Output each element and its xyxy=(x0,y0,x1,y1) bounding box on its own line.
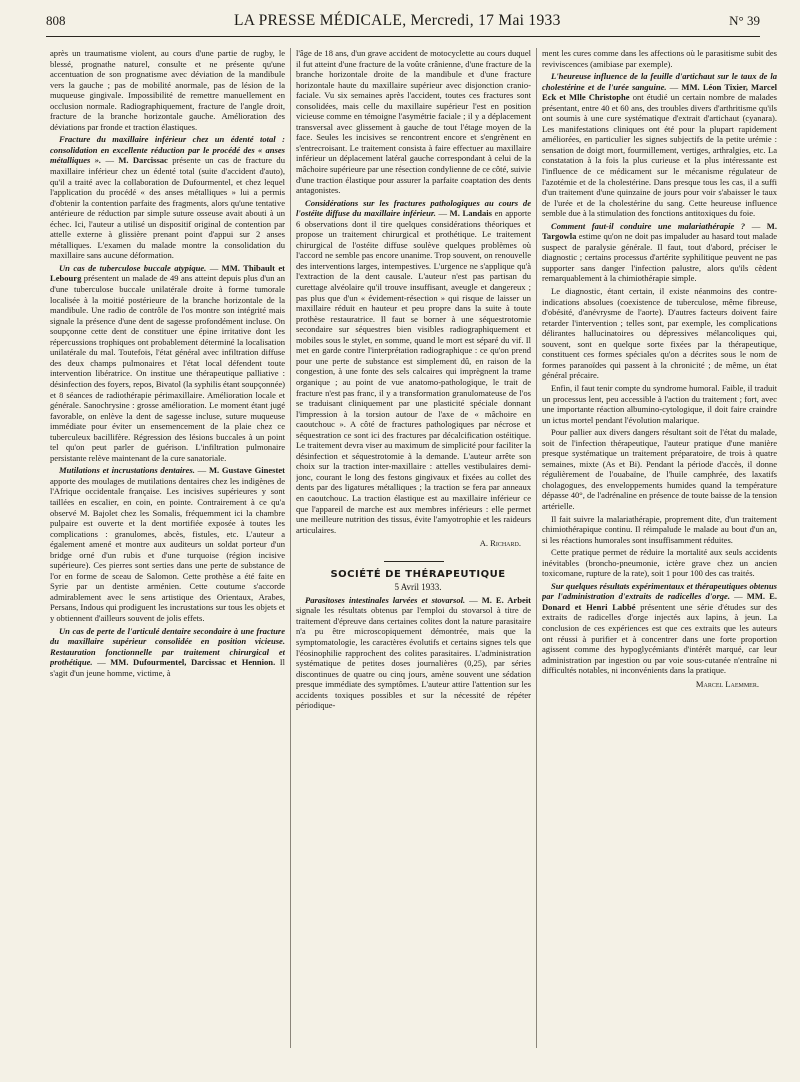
article-title: Considérations sur les fractures pathologiques au cours de l'ostéite diffuse du maxillaire inférieur. xyxy=(296,197,531,219)
article-articule: Un cas de perte de l'articulé dentaire secondaire à une fracture du maxillaire supérieur consolidée en position vicieuse. Restauration fonctionnelle par traitement chirurgical et prothétique. — MM. Dufourmentel, Darcissac et Hennion. Il s'agit d'un jeune homme, victime, à xyxy=(50,625,285,678)
article-tuberculose: Un cas de tuberculose buccale atypique. — MM. Thibault et Lebourg présentent un malade de 49 ans atteint depuis plus d'un an d'une tuberculose buccale unilatérale droite à forme tumorale localisée à la moitié postérieure de la branche horizontale de la mandibule. Une radio de contrôle de l'os montre son intégrité mais signale la présence d'une dent de sagesse profondément incluse. On soupçonne cette dent de constituer une épine irritative dont les répercussions trophiques ont probablement déterminé la localisation unilatérale du mal. Toutefois, l'état général avec infiltration diffuse des deux champs pulmonaires et l'état local défendent toute intervention libératrice. On institue une thérapeutique palliative : désinfection des foyers, repos, Bivatol (la syphilis étant soupçonnée) et 8 séances de radiothérapie périmaxillaire. Amélioration locale et générale. Sanochrysine : grosse amélioration. Le moment étant jugé favorable, on enlève la dent de sagesse incluse, suture muqueuse immédiate pour éviter un ensemencement de la plaie chez ce tuberculeux bacillifère. Régression des lésions buccales à un point tel qu'on peut parler de guérison. L'infiltration pulmonaire persistante relève maintenant de la cure sanatoriale. xyxy=(50,262,285,463)
section-divider xyxy=(384,561,444,562)
article-author: M. Landais xyxy=(449,208,492,219)
article-author: M. Darcissac xyxy=(118,155,168,166)
article-title: Un cas de perte de l'articulé dentaire secondaire à une fracture du maxillaire supérieur consolidée en position vicieuse. Restauration fonctionnelle par traitement chirurgical et prothétique. xyxy=(50,625,285,668)
article-author: MM. Léon Tixier, Marcel Eck et Mlle Christophe xyxy=(542,81,777,103)
article-body: présente un cas de fracture du maxillaire inférieur chez un édenté total (suite d'accident d'auto), qu'il a traité avec la collaboration de Dufourmentel, et chez lequel l'application du procédé « des anses métalliques » lui a permis d'obtenir la contention parfaite des fragments, alors qu'une tentative antérieure de réduction par simple suture osseuse avait abouti à un échec. Ici, l'auteur a utilisé un dispositif original de contention par attelle externe à glissière prenant point d'appui sur 2 anses métalliques. L'examen du malade montre la consolidation du maxillaire sans aucune déformation. xyxy=(50,155,285,261)
article-author: MM. Dufourmentel, Darcissac et Hennion. xyxy=(110,657,276,668)
paragraph: Cette pratique permet de réduire la mortalité aux seuls accidents inévitables (broncho-pneumonie, ictère grave chez un ancien toxicomane, rupture de la rate), soit 1 pour 100 des cas traités. xyxy=(542,547,777,579)
masthead xyxy=(46,12,760,34)
article-title: Un cas de tuberculose buccale atypique. xyxy=(59,262,207,273)
article-author: MM. E. Donard et Henri Labbé xyxy=(542,591,777,612)
article-body: apporte des moulages de mutilations dentaires chez les indigènes de l'Afrique occidentale française. Les incisives supérieures y sont taillées en escalier, en coin, en pointe. Contrairement à ce qu'a observé M. Bajolet chez les Somalis, fréquemment ici la chambre pulpaire est ouverte et la dent mortifiée exposée à toutes les complications : granulomes, abcès, fistules, etc. L'auteur a également amené et montre aux auditeurs un soldat porteur d'un bridge orné d'un rubis et d'une turquoise (région incisive supérieure). Ces pierres sont serties dans une perte de substance de l'or en forme de sceau de Salomon. Cette prothèse a été faite en Syrie par un dentiste arménien. Cette coutume s'accorde admirablement avec le sens artistique des Orientaux, Arabes, Persans, Indous qui prodiguent les incrustations sur tous les objets et y obtiennent d'ailleurs souvent de jolis effets. xyxy=(50,475,285,623)
article-author: M. Gustave Ginestet xyxy=(208,465,285,476)
session-date: 5 Avril 1933. xyxy=(394,582,442,593)
article-mutilations: Mutilations et incrustations dentaires. — M. Gustave Ginestet apporte des moulages de mutilations dentaires chez les indigènes de l'Afrique occidentale française. Les incisives supérieures y sont taillées en escalier, en coin, en pointe. Contrairement à ce qu'a observé M. Bajolet chez les Somalis, fréquemment ici la chambre pulpaire est ouverte et la dent mortifiée exposée à toutes les complications : granulomes, abcès, fistules, etc. L'auteur a également amené et montre aux auditeurs un soldat porteur d'un bridge orné d'un rubis et d'une turquoise (région incisive supérieure). Ces pierres sont serties dans une perte de substance de l'or en forme de sceau de Salomon. Cette prothèse a été faite en Syrie par un dentiste arménien. Cette coutume s'accorde admirablement avec le sens artistique des Orientaux, Arabes, Persans, Indous qui prodiguent les incrustations sur tous les objets et y obtiennent d'ailleurs souvent de jolis effets. xyxy=(50,465,285,623)
paragraph: ment les cures comme dans les affections où le parasitisme subit des reviviscences (amibiase par exemple). xyxy=(542,48,777,69)
journal-title: LA PRESSE MÉDICALE, Mercredi, 17 Mai 1933 xyxy=(234,12,561,29)
paragraph: l'âge de 18 ans, d'un grave accident de motocyclette au cours duquel il fut atteint d'une fracture de la voûte crânienne, d'une fracture de la branche horizontale droite de la mandibule et d'une fracture horizontale haute du maxillaire supérieur avec disjonction cranio-faciale. Vu six semaines après l'accident, toutes ces fractures sont consolidées, mais celle du maxillaire supérieur l'est en position vicieuse comme en témoigne l'asymétrie faciale ; il y a déplacement transversal avec glissement à gauche de tout l'étage moyen de la face. Seules les incisives se rencontrent encore et s'engrènent en s'entrecroisant. Le traitement consista à faire effectuer au maxillaire inférieur un déplacement latéral gauche correspondant à celui de la mâchoire supérieure par une résection condylienne de ce côté, suivie d'une traction élastique pour assurer la parfaite coaptation des dents antagonistes. xyxy=(296,48,531,196)
article-author: M. E. Arbeit xyxy=(481,594,531,605)
article-body: ont étudié un certain nombre de malades présentant, entre 40 et 60 ans, des troubles divers d'arthritisme qu'ils ont soumis à une cure systématique d'extrait d'artichaut (cyanara). Les manifestations cliniques ont été pour la plupart rapidement améliorées, en particulier les signes subjectifs de la petite urémie : sensation de doigt mort, fourmillement, vertiges, arthralgies, etc. La constatation à la fois la plus curieuse et la plus intéressante est l'influence de ce médicament sur le mécanisme régulateur de l'azotémie et de la cholestérine. Dans presque tous les cas, il a suffi d'un traitement d'une quinzaine de jours pour voir s'abaisser le taux de l'urée et de la cholestérine du sang. Cette heureuse influence semble due à la stimulation des fonctions antitoxiques du foie. xyxy=(542,92,777,219)
issue-number: N° 39 xyxy=(729,13,760,28)
article-title: Comment faut-il conduire une malariathérapie ? xyxy=(551,220,746,231)
article-body: estime qu'on ne doit pas impaluder au hasard tout malade suspect de paralysie générale. Il faut, tout d'abord, préciser le diagnostic ; certains processus d'artérite syphilitique peuvent ne pas supporter sans danger l'infection palustre, alors qu'ils cèdent remarquablement à la chimiothérapie simple. xyxy=(542,231,777,284)
article-author: M. Targowla xyxy=(542,220,777,242)
article-title: L'heureuse influence de la feuille d'artichaut sur le taux de la cholestérine et de l'urée sanguine. xyxy=(542,71,777,92)
signature: A. Richard. xyxy=(479,538,521,549)
article-title: Fracture du maxillaire inférieur chez un édenté total : consolidation en excellente réduction par le procédé des « anses métalliques ». xyxy=(50,134,285,166)
article-body: signale les résultats obtenus par l'emploi du stovarsol à titre de traitement d'épreuve dans certaines colites dont la nature parasitaire n'a pu être microscopiquement démontrée, mais que la symptomatologie, les caractères évolutifs et certains signes tels que l'éosinophilie rapprochent des colites parasitaires. L'administration systématique de petites doses journalières (0,25), par séries discontinues de quatre ou cinq jours, amène souvent une sédation presque immédiate des symptômes. L'auteur attire l'attention sur les accidents toxiques possibles et sur la nécessité de répéter périodique- xyxy=(296,605,531,711)
article-body: Il s'agit d'un jeune homme, victime, à xyxy=(50,657,285,678)
article-fracture-edente: Fracture du maxillaire inférieur chez un édenté total : consolidation en excellente réduction par le procédé des « anses métalliques ». — M. Darcissac présente un cas de fracture du maxillaire inférieur chez un édenté total (suite d'accident d'auto), qu'il a traité avec la collaboration de Dufourmentel, et chez lequel l'application du procédé « des anses métalliques » lui a permis d'obtenir la contention parfaite des fragments, alors qu'une tentative antérieure de réduction par simple suture osseuse avait abouti à un échec. Ici, l'auteur a utilisé un dispositif original de contention par attelle externe à glissière prenant point d'appui sur 2 anses métalliques. L'examen du malade montre la consolidation du maxillaire sans aucune déformation. xyxy=(50,134,285,261)
column-separator xyxy=(290,48,291,1048)
article-body: présentent un malade de 49 ans atteint depuis plus d'un an d'une tuberculose buccale unilatérale droite à forme tumorale localisée à la moitié postérieure de la branche horizontale de la mandibule. Une radio de contrôle de l'os montre son intégrité mais signale la présence d'une dent de sagesse profondément incluse. On soupçonne cette dent de constituer une épine irritative dont les répercussions trophiques ont probablement déterminé la localisation unilatérale du mal. Toutefois, l'état général avec infiltration diffuse des deux champs pulmonaires et l'état local défendent toute intervention libératrice. On institue une thérapeutique palliative : désinfection des foyers, repos, Bivatol (la syphilis étant soupçonnée) et 8 séances de radiothérapie périmaxillaire. Amélioration locale et générale. Sanochrysine : grosse amélioration. Le moment étant jugé favorable, on enlève la dent de sagesse incluse, suture muqueuse immédiate pour éviter un ensemencement de la plaie chez ce tuberculeux bacillifère. Régression des lésions buccales à un point tel qu'on peut parler de guérison. L'infiltration pulmonaire persistante relève maintenant de la cure sanatoriale. xyxy=(50,273,285,463)
article-title: Mutilations et incrustations dentaires. xyxy=(59,465,195,476)
society-heading: SOCIÉTÉ DE THÉRAPEUTIQUE xyxy=(330,568,506,580)
article-parasitoses: Parasitoses intestinales larvées et stovarsol. — M. E. Arbeit signale les résultats obtenus par l'emploi du stovarsol à titre de traitement d'épreuve dans certaines colites dont la nature parasitaire n'a pu être microscopiquement démontrée, mais que la symptomatologie, les caractères évolutifs et certains signes tels que l'éosinophilie rapprochent des colites parasitaires. L'administration systématique de petites doses journalières (0,25), par séries discontinues de quatre ou cinq jours, amène souvent une sédation presque immédiate des symptômes. L'auteur attire l'attention sur les accidents toxiques possibles et sur la nécessité de répéter périodique- xyxy=(296,594,531,711)
article-body: présentent une série d'études sur des extraits de radicelles d'orge injectés aux lapins, à jeun. La conclusion de ces expériences est que ces extraits que les auteurs ont réussi à purifier et à concentrer dans une forte proportion agissent comme des hypoglycémiants d'intérêt marqué, car leur administration par ingestion ou par voie sous-cutanée n'entraîne ni difficultés notables, ni inconvénients dans la pratique. xyxy=(542,601,777,676)
article-body: en apporte 6 observations dont il tire quelques considérations théoriques et propose un traitement chirurgical et prothétique. Le traitement chirurgical de l'ostéite diffuse soulève quelques problèmes où l'accord ne semble pas encore unanime. Trop souvent, on renouvelle des interventions larges, intempestives. L'urgence ne s'applique qu'à l'extraction de la dent causale. L'auteur n'est pas partisan du curettage alvéolaire qu'il trouve insuffisant, aveugle et dangereux ; pas plus que d'un « évidement-résection » qui risque de laisser un maxillaire réduit en hauteur et peu propre dans la suite à toute prothèse restauratrice. Il faut se borner à une séquestrotomie secondaire sur séquestres bien visibles radiographiquement et mobiles sous le stylet, en somme, quand le mort est séparé du vif. Il met en garde contre l'interprétation radiographique : ce qu'on prend pour une perte de substance est simplement dû, en raison de la congestion, à une fonte des sels calcaires qui imprègnent la trame organique ; au point de vue anatomo-pathologique, le trait de fracture n'est pas franc, il y a transformation granulomateuse de l'os se traduisant cliniquement par une plasticité spéciale donnant l'impression à la torsion autour de l'axe de « mâchoire en caoutchouc ». A côté de fractures pathologiques par nécrose et séquestration ce sont ici des fractures par décalcification ostéitique. Le traitement devra viser au maximum de simplicité pour faciliter la désinfection et séquestrotomie à la demande. L'auteur arrête son choix sur la traction inter-maxillaire : attelles vestibulaires demi-jonc, courant le long des festons gingivaux et fixées au collet des dents par des ligatures métalliques ; la traction se fera par anneaux en caoutchouc. La traction élastique est au maxillaire inférieur ce que l'appareil de marche est aux membres inférieurs : elle permet une meilleure nutrition des tissus, évite l'amyotrophie et les raideurs articulaires. xyxy=(296,208,531,535)
paragraph: Pour pallier aux divers dangers résultant soit de l'état du malade, soit de l'infection thérapeutique, l'auteur pratique d'une manière presque systématique un traitement préparatoire, de trois à quatre semaines, mixte (As et Bi). Pendant la période d'accès, il donne régulièrement de l'ouabaïne, de l'huile camphrée, des laxatifs cholagogues, des enveloppements humides quand la température dépasse 40°, de l'adrénaline en présence de toute baisse de la tension artérielle. xyxy=(542,427,777,511)
article-artichaut: L'heureuse influence de la feuille d'artichaut sur le taux de la cholestérine et de l'urée sanguine. — MM. Léon Tixier, Marcel Eck et Mlle Christophe ont étudié un certain nombre de malades présentant, entre 40 et 60 ans, des troubles divers d'arthritisme qu'ils ont soumis à une cure systématique d'extrait d'artichaut (cyanara). Les manifestations cliniques ont été pour la plupart rapidement améliorées, en particulier les signes subjectifs de la petite urémie : sensation de doigt mort, fourmillement, vertiges, arthralgies, etc. La constatation à la fois la plus curieuse et la plus intéressante est l'influence de ce médicament sur le mécanisme régulateur de l'azotémie et de la cholestérine. Dans presque tous les cas, il a suffi d'un traitement d'une quinzaine de jours pour voir s'abaisser le taux de l'urée et de la cholestérine du sang. Cette heureuse influence semble due à la stimulation des fonctions antitoxiques du foie. xyxy=(542,71,777,219)
column-1 xyxy=(50,48,285,1060)
column-2 xyxy=(296,48,531,1060)
article-title: Sur quelques résultats expérimentaux et thérapeutiques obtenus par l'administration d'extraits de radicelles d'orge. xyxy=(542,580,777,602)
article-fractures-pathologiques: Considérations sur les fractures pathologiques au cours de l'ostéite diffuse du maxillaire inférieur. — M. Landais en apporte 6 observations dont il tire quelques considérations théoriques et propose un traitement chirurgical et prothétique. Le traitement chirurgical de l'ostéite diffuse soulève quelques problèmes où l'accord ne semble pas encore unanime. Trop souvent, on renouvelle des interventions larges, intempestives. L'urgence ne s'applique qu'à l'extraction de la dent causale. L'auteur n'est pas partisan du curettage alvéolaire qu'il trouve insuffisant, aveugle et dangereux ; pas plus que d'un « évidement-résection » qui risque de laisser un maxillaire réduit en hauteur et peu propre dans la suite à toute prothèse restauratrice. Il faut se borner à une séquestrotomie secondaire sur séquestres bien visibles radiographiquement et mobiles sous le stylet, en somme, quand le mort est séparé du vif. Il met en garde contre l'interprétation radiographique : ce qu'on prend pour une perte de substance est simplement dû, en raison de la congestion, à une fonte des sels calcaires qui imprègnent la trame organique ; au point de vue anatomo-pathologique, le trait de fracture n'est pas franc, il y a transformation granulomateuse de l'os se traduisant cliniquement par une plasticité spéciale donnant l'impression à la torsion autour de l'axe de « mâchoire en caoutchouc ». A côté de fractures pathologiques par nécrose et séquestration ce sont ici des fractures par décalcification ostéitique. Le traitement devra viser au maximum de simplicité pour faciliter la désinfection et séquestrotomie à la demande. L'auteur arrête son choix sur la traction inter-maxillaire : attelles vestibulaires demi-jonc, courant le long des festons gingivaux et fixées au collet des dents par des ligatures métalliques ; la traction se fera par anneaux en caoutchouc. La traction élastique est au maxillaire inférieur ce que l'appareil de marche est aux membres inférieurs : elle permet une meilleure nutrition des tissus, évite l'amyotrophie et les raideurs articulaires. xyxy=(296,197,531,535)
paragraph: Enfin, il faut tenir compte du syndrome humoral. Faible, il traduit un processus lent, peu accessible à l'action du traitement ; fort, avec une importante réaction albumino-cytologique, il doit faire craindre un ictus mortel pendant l'évolution malarique. xyxy=(542,382,777,425)
column-separator xyxy=(536,48,537,1048)
paragraph: après un traumatisme violent, au cours d'une partie de rugby, le blessé, prognathe naturel, consulte et ne présente qu'une accentuation de son prognatisme avec déviation de la mandibule vers la gauche ; pas de mobilité anormale, pas de lésion de la muqueuse gingivale. Impossibilité de remettre manuellement en occlusion normale. Radiographiquement, fracture de l'angle droit, fracture de la branche horizontale gauche. Amélioration des déviations par fronde et traction élastiques. xyxy=(50,48,285,132)
article-title: Parasitoses intestinales larvées et stovarsol. xyxy=(305,594,466,605)
signature: Marcel Laemmer. xyxy=(695,678,759,689)
article-malariatherapie: Comment faut-il conduire une malariathérapie ? — M. Targowla estime qu'on ne doit pas impaluder au hasard tout malade suspect de paralysie générale. Il faut, tout d'abord, préciser le diagnostic ; certains processus d'artérite syphilitique peuvent ne pas supporter sans danger l'infection palustre, alors qu'ils cèdent remarquablement à la chimiothérapie simple. xyxy=(542,220,777,284)
paragraph: Il fait suivre la malariathérapie, proprement dite, d'un traitement chimiothérapique continu. Il réimpalude le malade au bout d'un an, si les réactions humorales sont insuffisamment réduites. xyxy=(542,513,777,545)
page-number: 808 xyxy=(46,13,66,28)
paragraph: Le diagnostic, étant certain, il existe néanmoins des contre-indications absolues (coexistence de tuberculose, même fibreuse, d'obésité, d'anévrysme de l'aorte). D'autres facteurs doivent faire retarder l'intervention ; telles sont, par exemple, les complications délirantes hallucinatoires ou dépressives mélancoliques qui, souvent, sont en quelque sorte fixées par la thérapeutique, constituent ces formes spéciales qu'on a décrites sous le nom de formes paranoïdes qui passent à la chronicité ; de même, un état général précaire. xyxy=(542,286,777,381)
header-rule xyxy=(46,36,760,37)
article-author: MM. Thibault et Lebourg xyxy=(50,262,285,284)
column-3 xyxy=(542,48,777,1060)
article-radicelles-orge: Sur quelques résultats expérimentaux et thérapeutiques obtenus par l'administration d'extraits de radicelles d'orge. — MM. E. Donard et Henri Labbé présentent une série d'études sur des extraits de radicelles d'orge injectés aux lapins, à jeun. La conclusion de ces expériences est que ces extraits que les auteurs ont réussi à purifier et à concentrer dans une forte proportion agissent comme des hypoglycémiants d'intérêt marqué, car leur administration par ingestion ou par voie sous-cutanée n'entraîne ni difficultés notables, ni inconvénients dans la pratique. xyxy=(542,580,777,676)
